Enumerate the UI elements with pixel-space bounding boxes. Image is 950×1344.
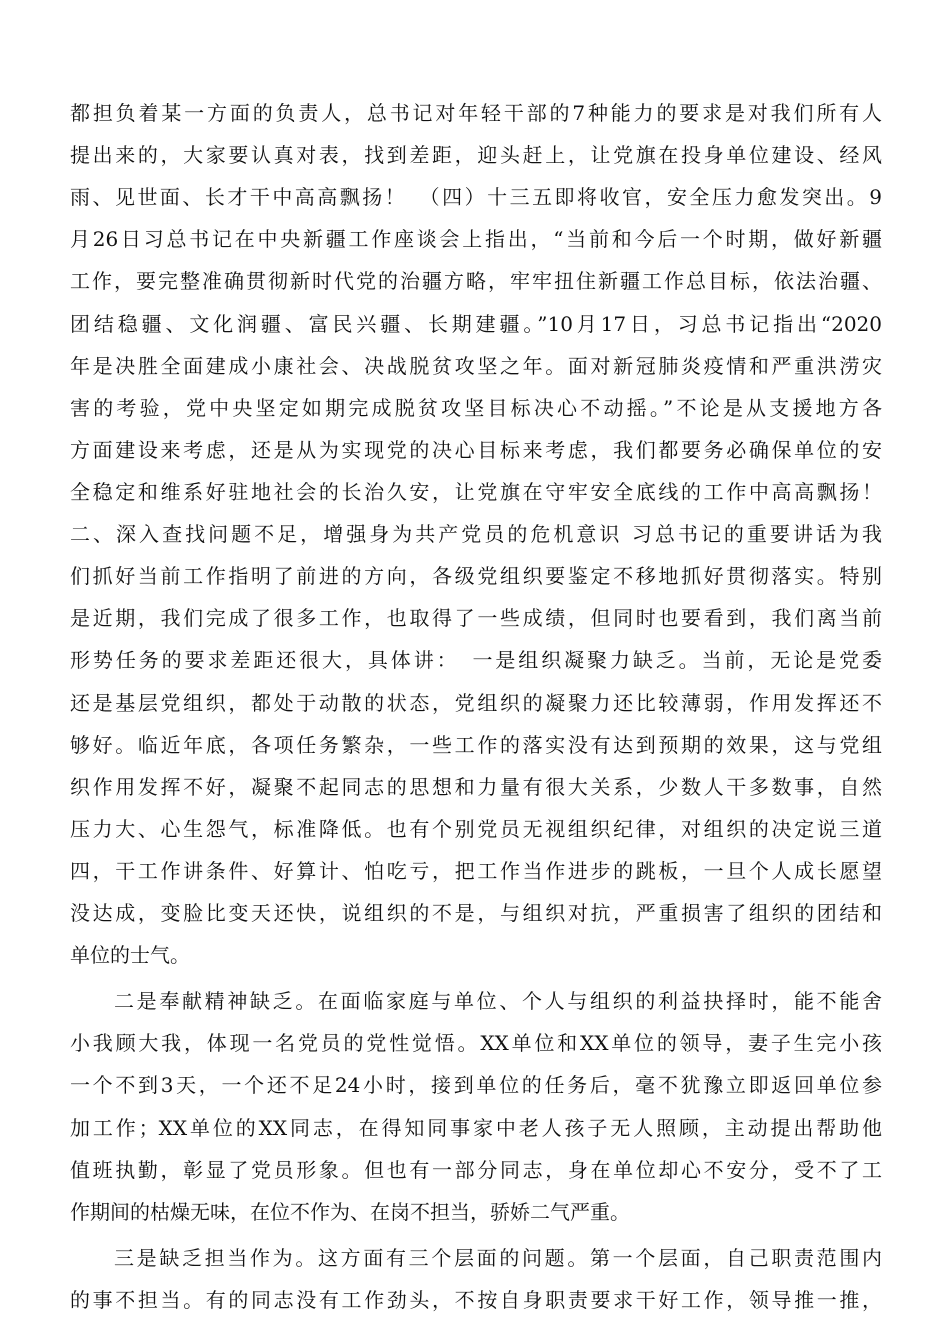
text-line: 单位的士气。 <box>70 943 190 967</box>
text-line: 方面建设来考虑，还是从为实现党的决心目标来考虑，我们都要务必确保单位的安 <box>70 438 882 462</box>
text-line: 加工作；XX单位的XX同志，在得知同事家中老人孩子无人照顾，主动提出帮助他 <box>70 1116 882 1140</box>
text-line: 小我顾大我，体现一名党员的党性觉悟。XX单位和XX单位的领导，妻子生完小孩 <box>70 1031 882 1055</box>
text-line: 二、深入查找问题不足，增强身为共产党员的危机意识 习总书记的重要讲话为我 <box>70 522 882 546</box>
text-line: 三是缺乏担当作为。这方面有三个层面的问题。第一个层面，自己职责范围内 <box>114 1246 882 1270</box>
text-line: 全稳定和维系好驻地社会的长治久安，让党旗在守牢安全底线的工作中高高飘扬！ <box>70 480 882 504</box>
text-line: 害的考验，党中央坚定如期完成脱贫攻坚目标决心不动摇。”不论是从支援地方各 <box>70 396 882 420</box>
text-line: 月26日习总书记在中央新疆工作座谈会上指出，“当前和今后一个时期，做好新疆 <box>70 227 882 251</box>
text-line: 值班执勤，彰显了党员形象。但也有一部分同志，身在单位却心不安分，受不了工 <box>70 1158 882 1182</box>
text-line: 压力大、心生怨气，标准降低。也有个别党员无视组织纪律，对组织的决定说三道 <box>70 817 882 841</box>
text-line: 团结稳疆、文化润疆、富民兴疆、长期建疆。”10月17日，习总书记指出“2020 <box>70 312 882 336</box>
text-line: 的事不担当。有的同志没有工作劲头，不按自身职责要求干好工作，领导推一推， <box>70 1288 882 1312</box>
text-line: 形势任务的要求差距还很大，具体讲： 一是组织凝聚力缺乏。当前，无论是党委 <box>70 648 882 672</box>
text-line: 还是基层党组织，都处于动散的状态，党组织的凝聚力还比较薄弱，作用发挥还不 <box>70 691 882 715</box>
text-line: 没达成，变脸比变天还快，说组织的不是，与组织对抗，严重损害了组织的团结和 <box>70 901 882 925</box>
text-line: 够好。临近年底，各项任务繁杂，一些工作的落实没有达到预期的效果，这与党组 <box>70 733 882 757</box>
text-line: 织作用发挥不好，凝聚不起同志的思想和力量有很大关系，少数人干多数事，自然 <box>70 775 882 799</box>
text-line: 是近期，我们完成了很多工作，也取得了一些成绩，但同时也要看到，我们离当前 <box>70 606 882 630</box>
text-line: 提出来的，大家要认真对表，找到差距，迎头赶上，让党旗在投身单位建设、经风 <box>70 143 882 167</box>
text-line: 工作，要完整准确贯彻新时代党的治疆方略，牢牢扭住新疆工作总目标，依法治疆、 <box>70 269 882 293</box>
text-line: 一个不到3天，一个还不足24小时，接到单位的任务后，毫不犹豫立即返回单位参 <box>70 1073 882 1097</box>
text-line: 作期间的枯燥无味，在位不作为、在岗不担当，骄娇二气严重。 <box>70 1200 630 1224</box>
text-line: 二是奉献精神缺乏。在面临家庭与单位、个人与组织的利益抉择时，能不能舍 <box>114 989 882 1013</box>
text-line: 年是决胜全面建成小康社会、决战脱贫攻坚之年。面对新冠肺炎疫情和严重洪涝灾 <box>70 354 882 378</box>
text-line: 们抓好当前工作指明了前进的方向，各级党组织要鉴定不移地抓好贯彻落实。特别 <box>70 564 882 588</box>
text-line: 雨、见世面、长才干中高高飘扬！ （四）十三五即将收官，安全压力愈发突出。9 <box>70 185 882 209</box>
text-line: 四，干工作讲条件、好算计、怕吃亏，把工作当作进步的跳板，一旦个人成长愿望 <box>70 859 882 883</box>
text-line: 都担负着某一方面的负责人，总书记对年轻干部的7种能力的要求是对我们所有人 <box>70 101 882 125</box>
